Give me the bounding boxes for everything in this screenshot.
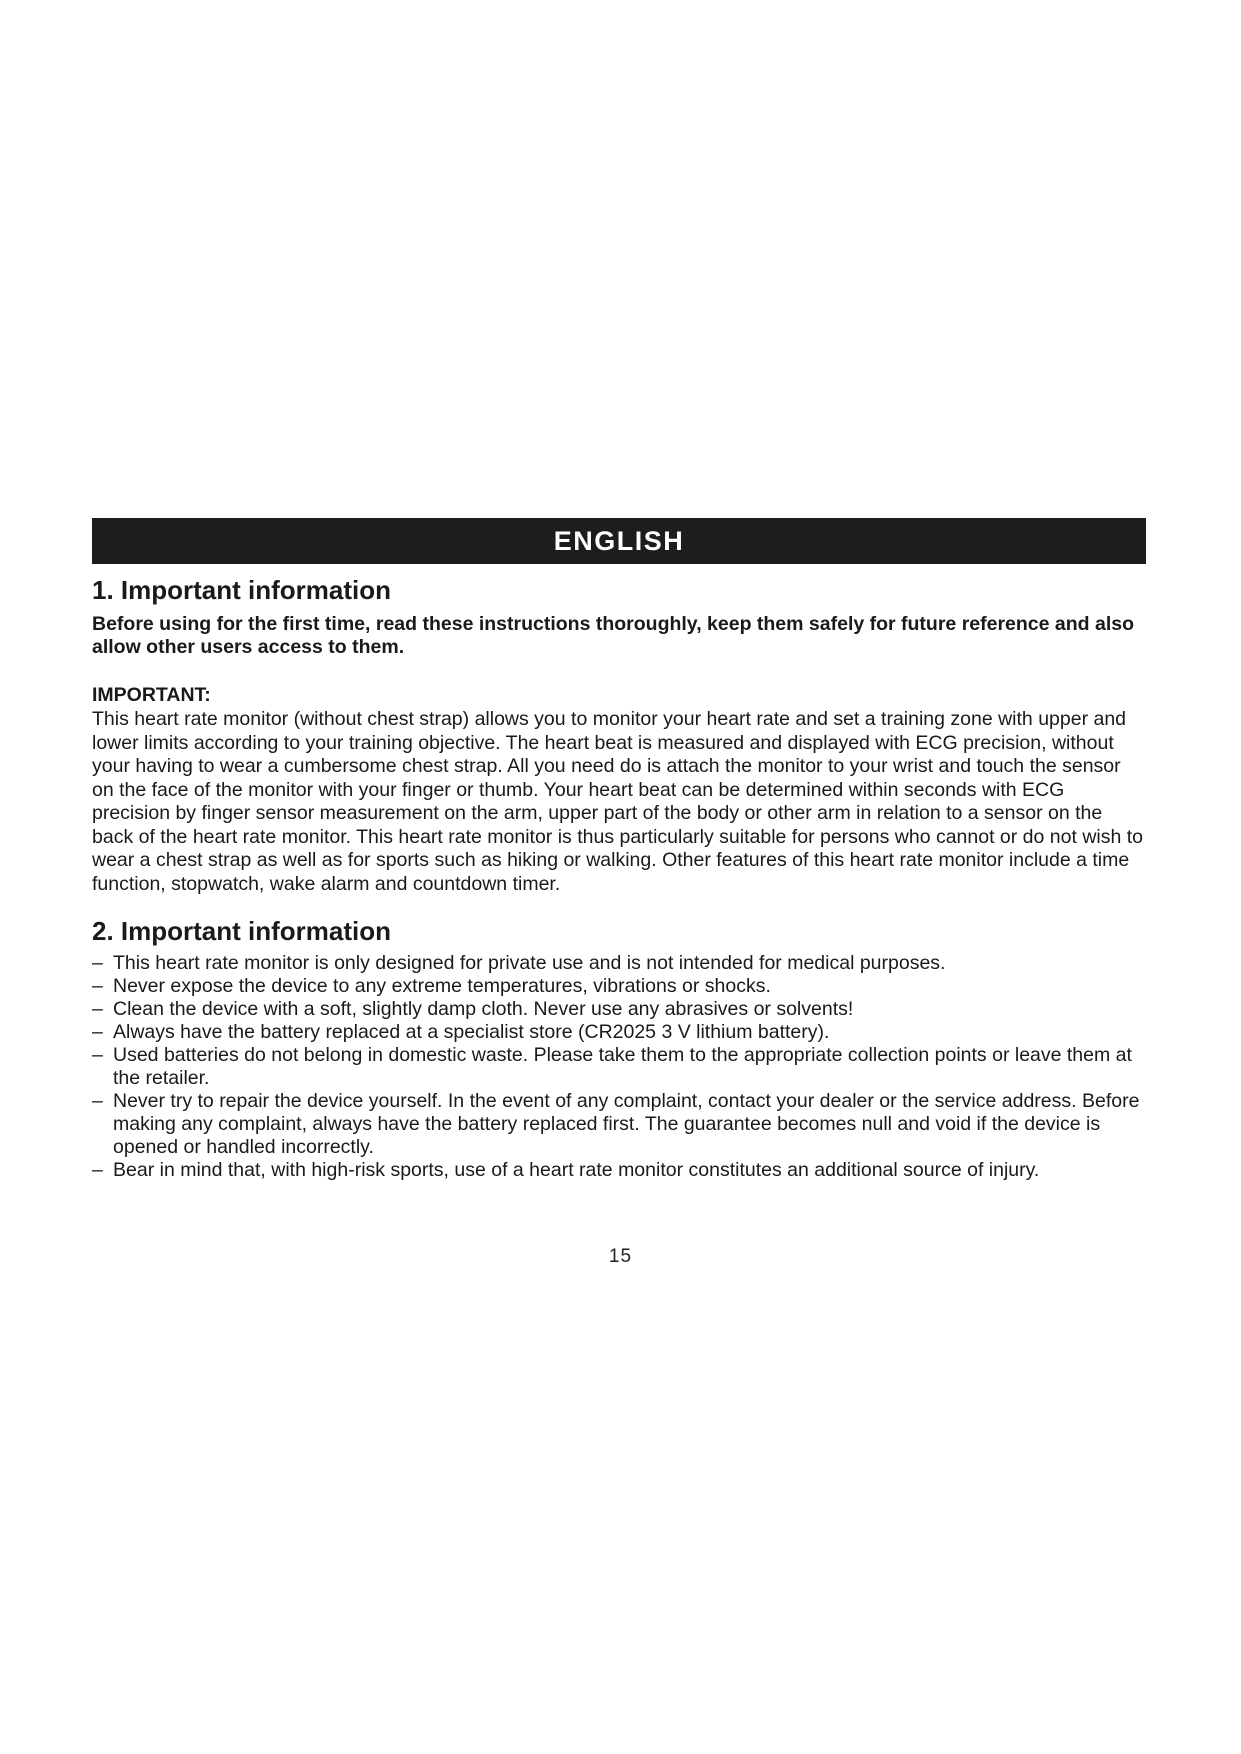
list-item-text: Used batteries do not belong in domestic waste. Please take them to the appropriate collection points or leave them at the retailer. <box>113 1044 1132 1089</box>
safety-notes-list <box>92 952 1146 1182</box>
section-1-body: This heart rate monitor (without chest strap) allows you to monitor your heart rate and set a training zone with upper and lower limits according to your training objective. The heart beat is measured and displayed with ECG precision, without your having to wear a cumbersome chest strap. All you need do is attach the monitor to your wrist and touch the sensor on the face of the monitor with your finger or thumb. Your heart beat can be determined within seconds with ECG precision by finger sensor measurement on the arm, upper part of the body or other arm in relation to a sensor on the back of the heart rate monitor. This heart rate monitor is thus particularly suitable for persons who cannot or do not wish to wear a chest strap as well as for sports such as hiking or walking. Other features of this heart rate monitor include a time function, stopwatch, wake alarm and countdown timer. <box>92 708 1144 895</box>
list-item <box>92 1021 1146 1044</box>
section-1-title: 1. Important information <box>92 575 391 605</box>
list-item <box>92 1159 1146 1182</box>
list-item <box>92 1090 1146 1159</box>
page-number: 15 <box>608 1246 633 1267</box>
list-item-text: Bear in mind that, with high-risk sports, use of a heart rate monitor constitutes an additional source of injury. <box>113 1159 1040 1181</box>
dash-bullet: – <box>92 998 103 1020</box>
dash-bullet: – <box>92 952 103 974</box>
manual-page <box>92 518 1146 1182</box>
list-item <box>92 998 1146 1021</box>
list-item <box>92 1044 1146 1090</box>
list-item-text: Never expose the device to any extreme temperatures, vibrations or shocks. <box>113 975 771 997</box>
dash-bullet: – <box>92 1159 103 1181</box>
dash-bullet: – <box>92 1021 103 1043</box>
language-header: ENGLISH <box>92 518 1146 564</box>
dash-bullet: – <box>92 975 103 997</box>
dash-bullet: – <box>92 1044 103 1066</box>
important-label: IMPORTANT: <box>92 684 211 706</box>
list-item-text: Always have the battery replaced at a specialist store (CR2025 3 V lithium battery). <box>113 1021 830 1043</box>
section-2-title: 2. Important information <box>92 916 391 946</box>
list-item-text: This heart rate monitor is only designed for private use and is not intended for medical purposes. <box>113 952 946 974</box>
list-item <box>92 975 1146 998</box>
section-1-lead: Before using for the first time, read these instructions thoroughly, keep them safely for future reference and also allow other users access to them. <box>92 613 1135 658</box>
list-item-text: Never try to repair the device yourself. In the event of any complaint, contact your dealer or the service address. Before making any complaint, always have the battery replaced first. The guarantee becomes null and void if the device is opened or handled incorrectly. <box>113 1090 1140 1158</box>
dash-bullet: – <box>92 1090 103 1112</box>
list-item-text: Clean the device with a soft, slightly damp cloth. Never use any abrasives or solvents! <box>113 998 854 1020</box>
list-item <box>92 952 1146 975</box>
